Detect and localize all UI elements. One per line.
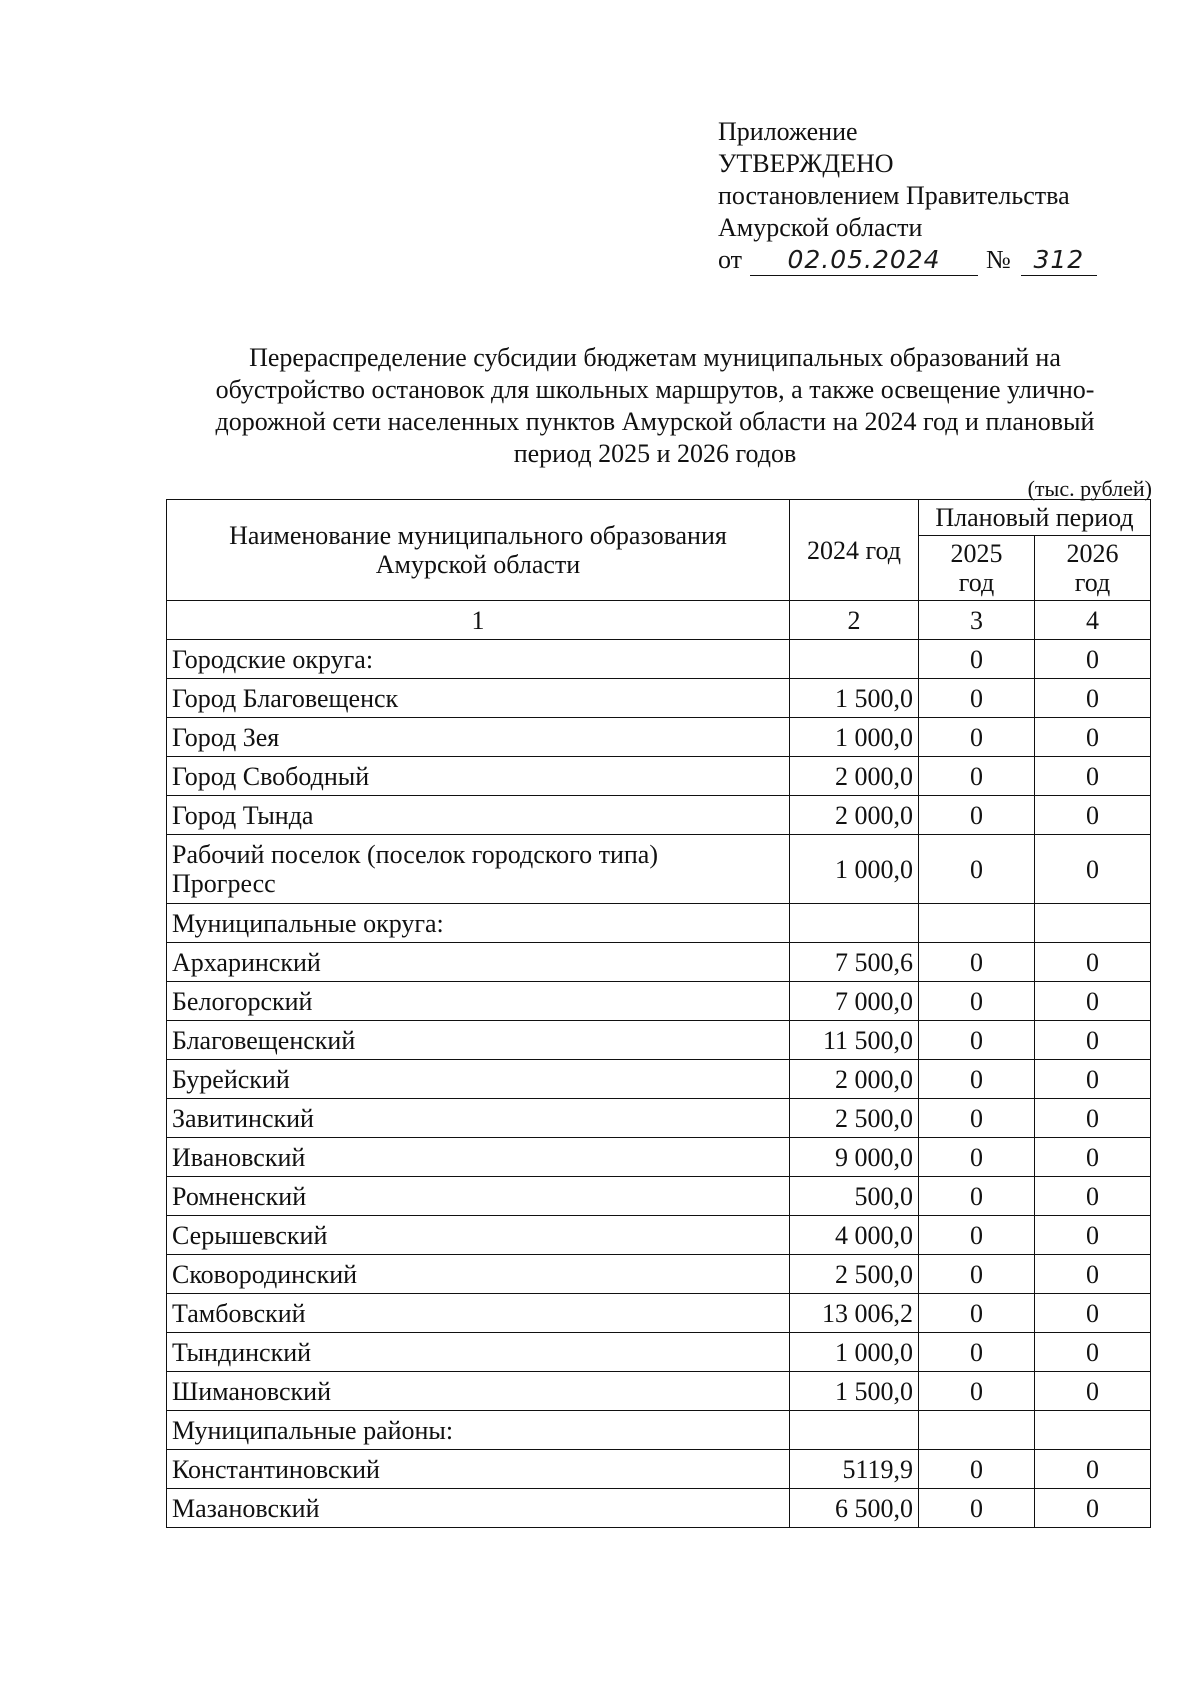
approved-label: УТВЕРЖДЕНО	[718, 149, 894, 178]
header-2025-word: год	[958, 568, 995, 597]
row-2026: 0	[1035, 679, 1151, 718]
from-label: от	[718, 245, 743, 274]
row-2026: 0	[1035, 1138, 1151, 1177]
row-2026: 0	[1035, 982, 1151, 1021]
row-name: Городские округа:	[167, 640, 790, 679]
row-2025: 0	[919, 1294, 1035, 1333]
row-2026: 0	[1035, 1216, 1151, 1255]
row-2026: 0	[1035, 718, 1151, 757]
row-name: Ивановский	[167, 1138, 790, 1177]
row-2025: 0	[919, 1255, 1035, 1294]
title-line: период 2025 и 2026 годов	[513, 439, 797, 468]
column-number: 4	[1035, 601, 1151, 640]
header-name-line: Амурской области	[375, 550, 581, 579]
row-2024: 7 500,6	[790, 943, 919, 982]
column-number: 1	[167, 601, 790, 640]
table-row	[167, 1099, 1151, 1138]
date-number-line	[718, 244, 1097, 276]
row-2025: 0	[919, 1177, 1035, 1216]
row-2024: 7 000,0	[790, 982, 919, 1021]
row-2026	[1035, 904, 1151, 943]
row-2024: 9 000,0	[790, 1138, 919, 1177]
title-line: Перераспределение субсидии бюджетам муниципальных образований на	[249, 343, 1061, 372]
number-sign: №	[986, 245, 1011, 274]
row-2024: 1 500,0	[790, 679, 919, 718]
row-name-line: Рабочий поселок (поселок городского типа)	[172, 840, 659, 869]
row-2024: 2 500,0	[790, 1255, 919, 1294]
row-2025	[919, 904, 1035, 943]
row-name: Муниципальные округа:	[167, 904, 790, 943]
row-2024: 6 500,0	[790, 1489, 919, 1528]
table-row	[167, 1138, 1151, 1177]
row-2025: 0	[919, 1489, 1035, 1528]
table-row	[167, 1255, 1151, 1294]
row-2025: 0	[919, 1138, 1035, 1177]
row-2025: 0	[919, 757, 1035, 796]
row-2026: 0	[1035, 943, 1151, 982]
row-2024: 2 000,0	[790, 796, 919, 835]
table-row	[167, 904, 1151, 943]
row-2024: 5119,9	[790, 1450, 919, 1489]
row-2025: 0	[919, 1216, 1035, 1255]
table-row	[167, 982, 1151, 1021]
column-number: 2	[790, 601, 919, 640]
row-name: Ромненский	[167, 1177, 790, 1216]
row-2026: 0	[1035, 1255, 1151, 1294]
handwritten-date: 02.05.2024	[750, 245, 978, 276]
row-2024	[790, 904, 919, 943]
row-2024: 1 000,0	[790, 718, 919, 757]
table-row	[167, 1411, 1151, 1450]
row-2024: 4 000,0	[790, 1216, 919, 1255]
row-2026: 0	[1035, 1294, 1151, 1333]
header-plan-period: Плановый период	[919, 500, 1151, 536]
table-row	[167, 1021, 1151, 1060]
row-2026: 0	[1035, 757, 1151, 796]
row-name-line: Прогресс	[172, 869, 276, 898]
table-row	[167, 1216, 1151, 1255]
row-name: Архаринский	[167, 943, 790, 982]
row-2024: 13 006,2	[790, 1294, 919, 1333]
header-2026-year: 2026	[1066, 539, 1119, 568]
row-name: Сковородинский	[167, 1255, 790, 1294]
table-row	[167, 718, 1151, 757]
row-name: Шимановский	[167, 1372, 790, 1411]
header-2026	[1035, 536, 1151, 601]
row-name: Константиновский	[167, 1450, 790, 1489]
row-2024: 1 000,0	[790, 1333, 919, 1372]
row-2026: 0	[1035, 1099, 1151, 1138]
header-2026-word: год	[1074, 568, 1111, 597]
table-row	[167, 1372, 1151, 1411]
row-name: Тындинский	[167, 1333, 790, 1372]
row-2025: 0	[919, 1450, 1035, 1489]
title-line: дорожной сети населенных пунктов Амурской области на 2024 год и плановый	[215, 407, 1095, 436]
row-2026: 0	[1035, 1333, 1151, 1372]
row-2025: 0	[919, 943, 1035, 982]
header-name-line: Наименование муниципального образования	[229, 521, 727, 550]
row-2025: 0	[919, 1333, 1035, 1372]
row-name: Серышевский	[167, 1216, 790, 1255]
header-2024: 2024 год	[790, 500, 919, 601]
column-number-row	[167, 601, 1151, 640]
row-name: Муниципальные районы:	[167, 1411, 790, 1450]
table-row	[167, 757, 1151, 796]
row-2026: 0	[1035, 1372, 1151, 1411]
row-2025: 0	[919, 1021, 1035, 1060]
table-row	[167, 640, 1151, 679]
table-row	[167, 1177, 1151, 1216]
row-2024: 500,0	[790, 1177, 919, 1216]
header-2025	[919, 536, 1035, 601]
row-2024	[790, 1411, 919, 1450]
handwritten-number: 312	[1021, 245, 1097, 276]
row-name: Мазановский	[167, 1489, 790, 1528]
table-row	[167, 679, 1151, 718]
row-2025: 0	[919, 718, 1035, 757]
row-2025: 0	[919, 835, 1035, 904]
table-row	[167, 1333, 1151, 1372]
row-name: Бурейский	[167, 1060, 790, 1099]
row-2024: 1 000,0	[790, 835, 919, 904]
table-row	[167, 796, 1151, 835]
row-name	[167, 835, 790, 904]
row-2025	[919, 1411, 1035, 1450]
row-2025: 0	[919, 796, 1035, 835]
row-name: Город Тында	[167, 796, 790, 835]
subsidy-table	[166, 499, 1151, 1528]
resolution-label: постановлением Правительства	[718, 181, 1070, 210]
region-label: Амурской области	[718, 213, 923, 242]
row-2026	[1035, 1411, 1151, 1450]
table-row	[167, 943, 1151, 982]
approval-block	[718, 116, 1097, 276]
row-2026: 0	[1035, 1489, 1151, 1528]
row-name: Белогорский	[167, 982, 790, 1021]
row-name: Город Благовещенск	[167, 679, 790, 718]
table-row	[167, 835, 1151, 904]
row-name: Город Зея	[167, 718, 790, 757]
header-2025-year: 2025	[950, 539, 1003, 568]
table-row	[167, 1489, 1151, 1528]
table-row	[167, 1450, 1151, 1489]
row-2024: 2 000,0	[790, 757, 919, 796]
table-row	[167, 1060, 1151, 1099]
row-2026: 0	[1035, 796, 1151, 835]
header-name	[167, 500, 790, 601]
title-line: обустройство остановок для школьных маршрутов, а также освещение улично-	[215, 375, 1095, 404]
row-2024	[790, 640, 919, 679]
row-name: Тамбовский	[167, 1294, 790, 1333]
document-title	[160, 342, 1150, 470]
row-2025: 0	[919, 1372, 1035, 1411]
row-2025: 0	[919, 640, 1035, 679]
row-2026: 0	[1035, 1021, 1151, 1060]
table-row	[167, 1294, 1151, 1333]
row-2024: 2 000,0	[790, 1060, 919, 1099]
row-2026: 0	[1035, 640, 1151, 679]
row-2026: 0	[1035, 1450, 1151, 1489]
row-2024: 1 500,0	[790, 1372, 919, 1411]
row-name: Завитинский	[167, 1099, 790, 1138]
row-2024: 2 500,0	[790, 1099, 919, 1138]
row-2025: 0	[919, 1099, 1035, 1138]
row-2026: 0	[1035, 1060, 1151, 1099]
row-name: Город Свободный	[167, 757, 790, 796]
row-name: Благовещенский	[167, 1021, 790, 1060]
row-2025: 0	[919, 679, 1035, 718]
column-number: 3	[919, 601, 1035, 640]
row-2025: 0	[919, 982, 1035, 1021]
row-2026: 0	[1035, 835, 1151, 904]
row-2026: 0	[1035, 1177, 1151, 1216]
unit-label: (тыс. рублей)	[1027, 476, 1152, 501]
row-2024: 11 500,0	[790, 1021, 919, 1060]
appendix-label: Приложение	[718, 117, 858, 146]
row-2025: 0	[919, 1060, 1035, 1099]
